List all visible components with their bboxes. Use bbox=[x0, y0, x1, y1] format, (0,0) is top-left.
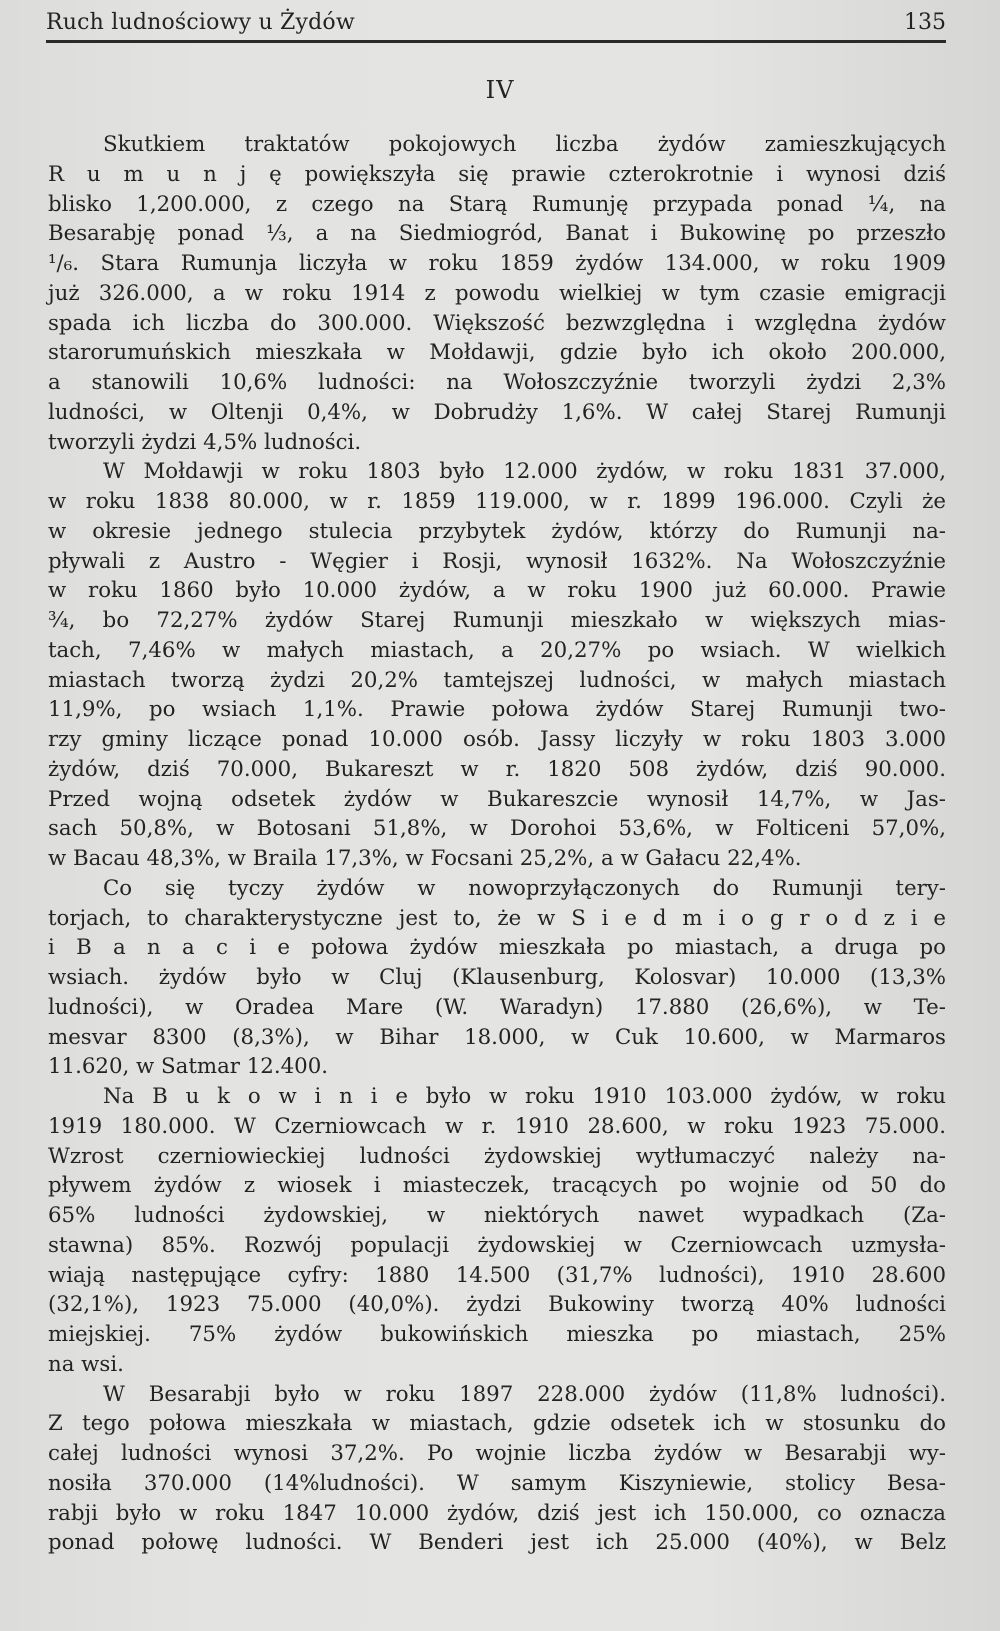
page-number: 135 bbox=[904, 10, 946, 35]
paragraph-3 bbox=[48, 874, 946, 1082]
text-line: Z tego połowa mieszkała w miastach, gdzie odsetek ich w stosunku do bbox=[48, 1411, 946, 1437]
text-line: na wsi. bbox=[48, 1351, 124, 1377]
text-line: torjach, to charakterystyczne jest to, że w S i e d m i o g r o d z i e bbox=[48, 905, 946, 931]
text-line: w roku 1860 było 10.000 żydów, a w roku 1900 już 60.000. Prawie bbox=[48, 578, 946, 604]
text-line: miejskiej. 75% żydów bukowińskich mieszka po miastach, 25% bbox=[48, 1322, 946, 1347]
running-title: Ruch ludnościowy u Żydów bbox=[46, 10, 355, 35]
text-line: 11,9%, po wsiach 1,1%. Prawie połowa żydów Starej Rumunji two- bbox=[48, 697, 946, 723]
text-line: Wzrost czerniowieckiej ludności żydowskiej wytłumaczyć należy na- bbox=[48, 1143, 946, 1169]
text-line: pływali z Austro - Węgier i Rosji, wynosił 1632%. Na Wołoszczyźnie bbox=[48, 548, 946, 574]
paragraph-2 bbox=[48, 457, 946, 874]
text-line: ¾, bo 72,27% żydów Starej Rumunji mieszkało w większych mias- bbox=[48, 608, 946, 633]
text-line: sach 50,8%, w Botosani 51,8%, w Dorohoi 53,6%, w Folticeni 57,0%, bbox=[48, 816, 946, 842]
text-line: żydów, dziś 70.000, Bukareszt w r. 1820 508 żydów, dziś 90.000. bbox=[48, 756, 946, 782]
header-rule bbox=[46, 40, 946, 43]
text-line: (32,1%), 1923 75.000 (40,0%). żydzi Bukowiny tworzą 40% ludności bbox=[48, 1292, 946, 1318]
text-line: Besarabję ponad ⅓, a na Siedmiogród, Banat i Bukowinę po przeszło bbox=[48, 221, 946, 247]
body-text bbox=[48, 130, 946, 1558]
text-line: Skutkiem traktatów pokojowych liczba żydów zamieszkujących bbox=[103, 132, 946, 157]
text-line: ponad połowę ludności. W Benderi jest ich 25.000 (40%), w Belz bbox=[48, 1530, 946, 1556]
text-line: całej ludności wynosi 37,2%. Po wojnie liczba żydów w Besarabji wy- bbox=[48, 1441, 946, 1466]
text-line: R u m u n j ę powiększyła się prawie czterokrotnie i wynosi dziś bbox=[48, 161, 946, 187]
text-line: rzy gminy liczące ponad 10.000 osób. Jassy liczyły w roku 1803 3.000 bbox=[48, 727, 946, 752]
text-line: Na B u k o w i n i e było w roku 1910 103.000 żydów, w roku bbox=[103, 1084, 946, 1109]
text-line: 1919 180.000. W Czerniowcach w r. 1910 28.600, w roku 1923 75.000. bbox=[48, 1113, 946, 1139]
page-header bbox=[46, 4, 946, 40]
text-line: mesvar 8300 (8,3%), w Bihar 18.000, w Cuk 10.600, w Marmaros bbox=[48, 1024, 946, 1050]
text-line: rabji było w roku 1847 10.000 żydów, dziś jest ich 150.000, co oznacza bbox=[48, 1500, 946, 1526]
text-line: nosiła 370.000 (14%ludności). W samym Kiszyniewie, stolicy Besa- bbox=[48, 1470, 946, 1496]
text-line: stawna) 85%. Rozwój populacji żydowskiej w Czerniowcach uzmysła- bbox=[48, 1232, 946, 1258]
paragraph-5 bbox=[48, 1380, 946, 1559]
text-line: w roku 1838 80.000, w r. 1859 119.000, w r. 1899 196.000. Czyli że bbox=[48, 489, 946, 514]
text-line: ludności), w Oradea Mare (W. Waradyn) 17.880 (26,6%), w Te- bbox=[48, 994, 946, 1020]
text-line: ludności, w Oltenji 0,4%, w Dobrudży 1,6%. W całej Starej Rumunji bbox=[48, 399, 946, 425]
text-line: spada ich liczba do 300.000. Większość bezwzględna i względna żydów bbox=[48, 310, 946, 336]
text-line: Przed wojną odsetek żydów w Bukareszcie wynosił 14,7%, w Jas- bbox=[48, 786, 946, 812]
text-line: a stanowili 10,6% ludności: na Wołoszczyźnie tworzyli żydzi 2,3% bbox=[48, 370, 946, 395]
text-line: miastach tworzą żydzi 20,2% tamtejszej ludności, w małych miastach bbox=[48, 667, 946, 693]
text-line: już 326.000, a w roku 1914 z powodu wielkiej w tym czasie emigracji bbox=[48, 280, 946, 306]
paragraph-4 bbox=[48, 1082, 946, 1380]
text-line: 65% ludności żydowskiej, w niektórych nawet wypadkach (Za- bbox=[48, 1203, 946, 1228]
paragraph-1 bbox=[48, 130, 946, 457]
text-line: w okresie jednego stulecia przybytek żydów, którzy do Rumunji na- bbox=[48, 518, 946, 544]
text-line: ¹/₆. Stara Rumunja liczyła w roku 1859 żydów 134.000, w roku 1909 bbox=[48, 251, 946, 276]
text-line: wiają następujące cyfry: 1880 14.500 (31,7% ludności), 1910 28.600 bbox=[48, 1262, 946, 1288]
text-line: W Mołdawji w roku 1803 było 12.000 żydów, w roku 1831 37.000, bbox=[103, 459, 946, 485]
text-line: blisko 1,200.000, z czego na Starą Rumunję przypada ponad ¼, na bbox=[48, 191, 946, 217]
text-line: tworzyli żydzi 4,5% ludności. bbox=[48, 429, 362, 455]
section-numeral: IV bbox=[485, 76, 515, 104]
text-line: Co się tyczy żydów w nowoprzyłączonych do Rumunji tery- bbox=[103, 875, 946, 901]
text-line: W Besarabji było w roku 1897 228.000 żydów (11,8% ludności). bbox=[103, 1381, 946, 1407]
text-line: i B a n a c i e połowa żydów mieszkała po miastach, a druga po bbox=[48, 935, 946, 961]
text-line: starorumuńskich mieszkała w Mołdawji, gdzie było ich około 200.000, bbox=[48, 340, 946, 366]
text-line: tach, 7,46% w małych miastach, a 20,27% po wsiach. W wielkich bbox=[48, 637, 946, 663]
text-line: 11.620, w Satmar 12.400. bbox=[48, 1054, 329, 1080]
text-line: wsiach. żydów było w Cluj (Klausenburg, Kolosvar) 10.000 (13,3% bbox=[48, 965, 946, 990]
text-line: w Bacau 48,3%, w Braila 17,3%, w Focsani 25,2%, a w Gałacu 22,4%. bbox=[48, 846, 802, 871]
text-line: pływem żydów z wiosek i miasteczek, tracących po wojnie od 50 do bbox=[48, 1173, 946, 1199]
